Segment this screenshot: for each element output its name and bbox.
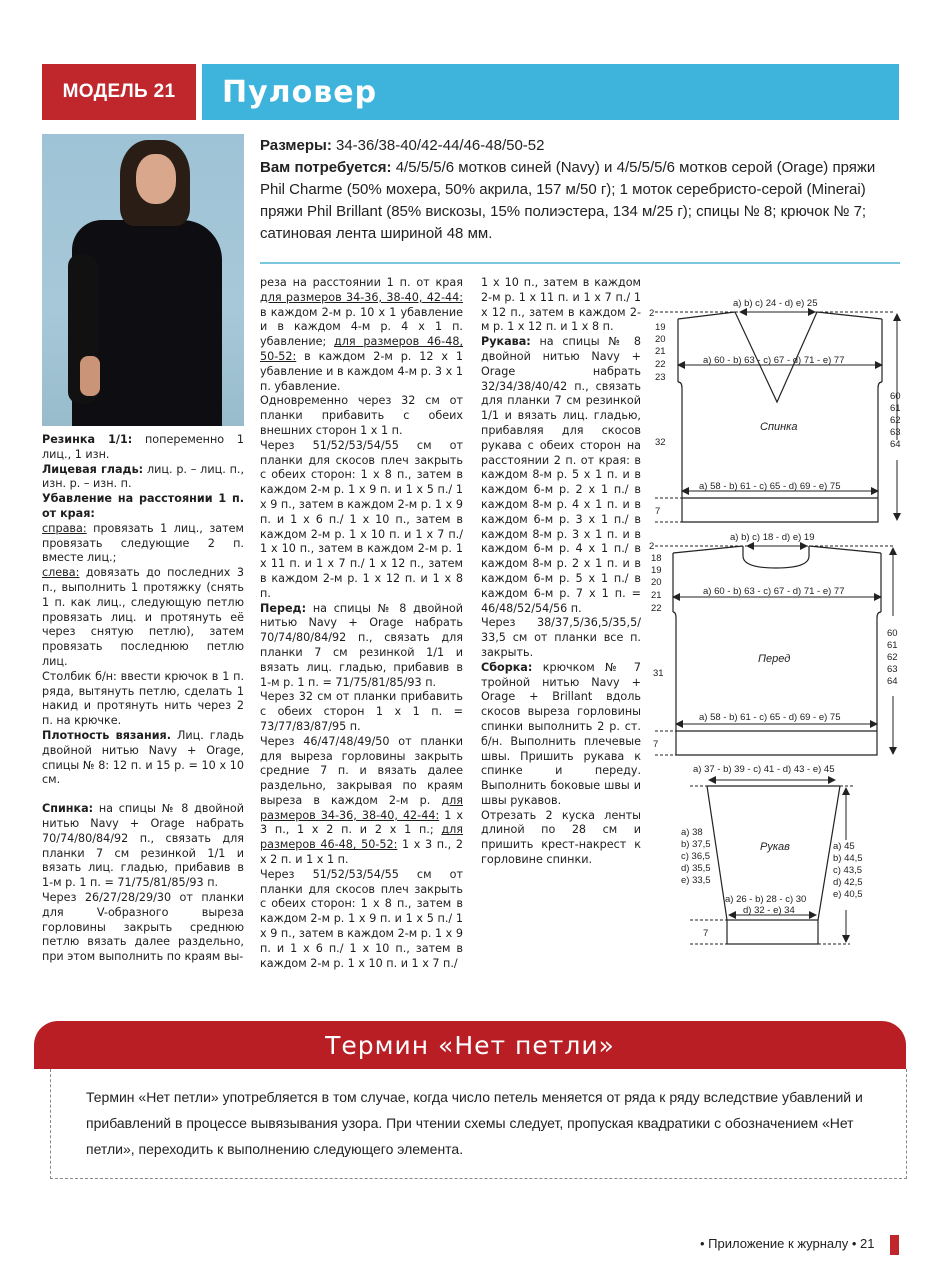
right-text: провязать 1 лиц., затем провязать следующие 2 п. вместе лиц.; [42, 521, 244, 565]
total-height: 64 [887, 676, 898, 687]
back-schematic [649, 298, 901, 522]
paragraph: 1 х 10 п., затем в каждом 2-м р. 1 х 11 п. и 1 х 7 п./ 1 х 12 п., затем в каждом 2-м р. 1 х 12 п. и 1 х 8 п. [481, 276, 641, 334]
section-divider [260, 262, 900, 264]
size-group-label: для размеров 34-36, 38-40, 42-44: [260, 793, 463, 822]
sleeve-rib-height: 7 [703, 928, 709, 939]
armhole-height: 21 [651, 590, 662, 601]
text-span: реза на расстоянии 1 п. от края [260, 276, 463, 289]
front-side-height: 31 [653, 668, 664, 679]
instructions-column-2 [260, 276, 463, 971]
armhole-height: 19 [655, 322, 666, 333]
paragraph: Через 32 см от планки прибавить с обеих сторон 1 х 1 п. = 73/77/83/87/95 п. [260, 690, 463, 733]
sleeves-text: на спицы № 8 двойной нитью Navy + Orage набрать 32/34/38/40/42 п., связать для планки 7 см резинкой 1/1 и вязать лиц. гладью, прибавляя для скосов рукава с обеих сторон на расстоянии 2 п. от края: в каждом 8-м р. 5 х 1 п. и в каждом 6-м р. 2 х 1 п./ в каждом 8-м р. 4 х 1 п. и в каждом 6-м р. 3 х 1 п./ в каждом 8-м р. 3 х 1 п. и в каждом 6-м р. 4 х 1 п./ в каждом 8-м р. 2 х 1 п. и в каждом 6-м р. 5 х 1 п./ в каждом 6-м р. 7 х 1 п. = 46/48/52/54/56 п. [481, 335, 641, 615]
front-label: Перед: [260, 601, 307, 615]
sleeve-label: Рукав [760, 841, 790, 853]
back-label: Спинка [760, 421, 798, 433]
size-group-label: для размеров 34-36, 38-40, 42-44: [260, 290, 463, 304]
sizes-value: 34-36/38-40/42-44/46-48/50-52 [331, 137, 545, 154]
front-label: Перед [758, 653, 791, 665]
back-hem-width: a) 58 - b) 61 - c) 65 - d) 69 - e) 75 [699, 481, 841, 492]
term-heading: Термин «Нет петли» [34, 1021, 906, 1069]
text-span: в каждом 2-м р. 12 х 1 убавление и в каждом 4-м р. 3 х 1 п. убавление. [260, 349, 463, 393]
sleeve-schematic [681, 764, 863, 944]
total-height: 61 [890, 403, 901, 414]
single-crochet-text: Столбик б/н: ввести крючок в 1 п. ряда, вытянуть петлю, сделать 1 накид и протянуть нить через 2 п. на крючке. [42, 669, 244, 728]
paragraph: Отрезать 2 куска ленты длиной по 28 см и пришить крест-накрест к горловине спинки. [481, 808, 641, 867]
back-label: Спинка: [42, 802, 94, 816]
total-height: 60 [887, 628, 898, 639]
rib-label: Резинка 1/1: [42, 433, 133, 446]
front-schematic [649, 532, 898, 755]
front-neck-width: a) b) c) 18 - d) e) 19 [730, 532, 815, 543]
footer-marker [890, 1235, 899, 1255]
sleeve-cuff-width-2: d) 32 - e) 34 [743, 905, 795, 916]
gauge-text: Лиц. гладь двойной нитью Navy + Orage, спицы № 8: 12 п. и 15 р. = 10 х 10 см. [42, 728, 244, 787]
right-label: справа: [42, 521, 87, 535]
materials-label: Вам потребуется: [260, 159, 392, 176]
left-text: довязать до последних 3 п., выполнить 1 протяжку (снять 1 п. как лиц., следующую петлю провязать лиц. и протянуть её через снятую петлю), затем провязать последнюю петлю лиц. [42, 566, 244, 668]
sleeve-side-length: d) 35,5 [681, 863, 711, 874]
back-side-height: 32 [655, 437, 666, 448]
back-text: на спицы № 8 двойной нитью Navy + Orage набрать 70/74/80/84/92 п., связать для планки 7 см резинкой 1/1 и вязать лиц. гладью, прибавив в 1-м р. 1 п. = 71/75/81/85/93 п. [42, 802, 244, 890]
armhole-height: 23 [655, 372, 666, 383]
armhole-height: 22 [655, 359, 666, 370]
front-text: на спицы № 8 двойной нитью Navy + Orage набрать 70/74/80/84/92 п., связать для планки 7 см резинкой 1/1 и вязать лиц. гладью, прибавив в 1-м р. 1 п. = 71/75/81/85/93 п. [260, 601, 463, 689]
decrease-label: Убавление на расстоянии 1 п. от края: [42, 492, 244, 520]
sleeve-total-length: b) 44,5 [833, 853, 863, 864]
paragraph: Через 51/52/53/54/55 см от планки для скосов плеч закрыть с обеих сторон: 1 х 8 п., затем в каждом 2-м р. 1 х 9 п. и 1 х 5 п./ 1 х 9 п., затем в каждом 2-м р. 1 х 9 п. и 1 х 6 п./ 1 х 10 п., затем в каждом 2-м р. 1 х 10 п. и 1 х 7 п./ 1 х 10 п., затем в каждом 2-м р. 1 х 11 п. и 1 х 7 п./ 1 х 12 п., затем в каждом 2-м р. 1 х 12 п. и 1 х 8 п. [260, 438, 463, 600]
armhole-height: 20 [655, 334, 666, 345]
term-text: Термин «Нет петли» употребляется в том случае, когда число петель меняется от ряда к ряду вследствие убавлений и прибавлений в процессе вывязывания узора. При чтении схемы следует, пропуская квадратики с обозначением «Нет петли», переходить к выполнению следующего элемента. [86, 1089, 863, 1157]
total-height: 61 [887, 640, 898, 651]
armhole-height: 21 [655, 346, 666, 357]
text-span: 1 х 3 п., 2 х 2 п. и 1 х 1 п. [260, 838, 463, 867]
pattern-schematics [645, 290, 925, 954]
sleeve-top-width: a) 37 - b) 39 - c) 41 - d) 43 - e) 45 [693, 764, 835, 775]
back-chest-width: a) 60 - b) 63 - c) 67 - d) 71 - e) 77 [703, 355, 845, 366]
total-height: 64 [890, 439, 901, 450]
total-height: 63 [887, 664, 898, 675]
text-span: Через 46/47/48/49/50 от планки для выреза горловины закрыть средние 7 п. и вязать далее раздельно, закрывая по краям выреза в каждом 2-м р. [260, 734, 463, 807]
sleeve-side-length: e) 33,5 [681, 875, 711, 886]
text-span: 1 х 3 п., 1 х 2 п. и 2 х 1 п.; [260, 808, 464, 837]
gauge-label: Плотность вязания. [42, 728, 171, 742]
back-rib-height: 7 [655, 506, 661, 517]
armhole-height: 20 [651, 577, 662, 588]
front-shoulder-drop: 2 [649, 541, 655, 552]
rib-text: попеременно 1 лиц., 1 изн. [42, 433, 244, 461]
paragraph: Одновременно через 32 см от планки прибавить с обеих внешних сторон 1 х 1 п. [260, 394, 463, 437]
back-shoulder-drop: 2 [649, 308, 655, 319]
materials-value: 4/5/5/5/6 мотков синей (Navy) и 4/5/5/5/6 мотков серой (Orage) пряжи Phil Charme (50% мохера, 50% акрила, 157 м/50 г); 1 моток серебристо-серой (Minerai) пряжи Phil Brillant (85% вискозы, 15% полиэстера, 134 м/25 г); спицы № 8; крючок № 7; сатиновая лента шириной 48 мм. [260, 159, 876, 242]
armhole-height: 22 [651, 603, 662, 614]
sleeve-total-length: d) 42,5 [833, 877, 863, 888]
total-height: 60 [890, 391, 901, 402]
stockinette-text: лиц. р. – лиц. п., изн. р. – изн. п. [42, 462, 244, 491]
sleeve-total-length: c) 43,5 [833, 865, 863, 876]
size-group-label: для размеров 46-48, 50-52: [260, 335, 464, 363]
assembly-label: Сборка: [481, 660, 533, 674]
instructions-column-1 [42, 433, 244, 965]
back-text-2: Через 26/27/28/29/30 от планки для V-образного выреза горловины закрыть среднюю петлю вязать далее раздельно, при этом выполнить по краям вы- [42, 890, 244, 964]
text-span: в каждом 2-м р. 10 х 1 убавление и в каждом 4-м р. 4 х 1 п. убавление; [260, 305, 463, 349]
sizes-label: Размеры: [260, 137, 332, 154]
paragraph: Через 38/37,5/36,5/35,5/ 33,5 см от планки все п. закрыть. [481, 616, 641, 659]
total-height: 62 [887, 652, 898, 663]
page-title: Пуловер [202, 64, 899, 120]
size-group-label: для размеров 46-48, 50-52: [260, 823, 463, 852]
assembly-text: крючком № 7 тройной нитью Navy + Orage + Brillant вдоль скосов выреза горловины спинки выполнить 2 р. ст. б/н. Выполнить плечевые швы. Пришить рукава к спинке и переду. Выполнить боковые швы и швы рукавов. [481, 660, 641, 807]
sleeve-side-length: b) 37,5 [681, 839, 711, 850]
page-footer: • Приложение к журналу • 21 [700, 1236, 875, 1251]
sleeve-total-length: e) 40,5 [833, 889, 863, 900]
instructions-column-3 [481, 276, 641, 868]
armhole-height: 18 [651, 553, 662, 564]
paragraph: Через 51/52/53/54/55 см от планки для скосов плеч закрыть с обеих сторон: 1 х 8 п., затем в каждом 2-м р. 1 х 9 п. и 1 х 5 п./ 1 х 9 п., затем в каждом 2-м р. 1 х 9 п. и 1 х 6 п./ 1 х 10 п., затем в каждом 2-м р. 1 х 10 п. и 1 х 7 п./ [260, 867, 463, 970]
sleeve-total-length: a) 45 [833, 841, 855, 852]
sleeve-side-length: a) 38 [681, 827, 703, 838]
left-label: слева: [42, 566, 80, 580]
sleeve-side-length: c) 36,5 [681, 851, 711, 862]
total-height: 63 [890, 427, 901, 438]
total-height: 62 [890, 415, 901, 426]
front-hem-width: a) 58 - b) 61 - c) 65 - d) 69 - e) 75 [699, 712, 841, 723]
materials-line [260, 157, 900, 245]
sleeve-cuff-width-1: a) 26 - b) 28 - c) 30 [725, 894, 807, 905]
sizes-line [260, 135, 900, 157]
sleeves-label: Рукава: [481, 335, 531, 349]
model-number-label: МОДЕЛЬ 21 [42, 64, 196, 120]
armhole-height: 19 [651, 565, 662, 576]
front-rib-height: 7 [653, 739, 659, 750]
stockinette-label: Лицевая гладь: [42, 462, 144, 476]
front-chest-width: a) 60 - b) 63 - c) 67 - d) 71 - e) 77 [703, 586, 845, 597]
model-photo [42, 134, 244, 426]
pattern-intro [260, 135, 900, 245]
back-neck-width: a) b) c) 24 - d) e) 25 [733, 298, 818, 309]
